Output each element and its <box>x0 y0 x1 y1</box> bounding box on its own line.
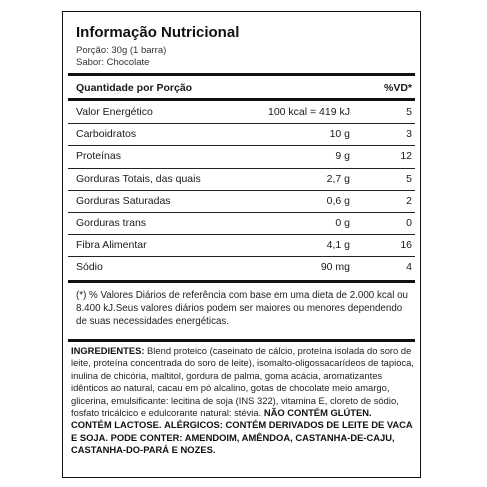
row-name: Gorduras trans <box>76 217 147 229</box>
row-vd: 3 <box>406 128 412 140</box>
row-divider <box>68 212 415 213</box>
row-name: Proteínas <box>76 150 121 162</box>
row-divider <box>68 145 415 146</box>
allergens-statement: ALÉRGICOS: CONTÉM DERIVADOS DE LEITE DE VACA E SOJA. PODE CONTER: AMENDOIM, AMÊNDOA, CASTANHA-DE-CAJU, CASTANHA-DO-PARÁ E NOZES. <box>71 419 413 456</box>
row-name: Gorduras Saturadas <box>76 195 171 207</box>
label-title: Informação Nutricional <box>76 24 240 41</box>
row-vd: 2 <box>406 195 412 207</box>
row-vd: 5 <box>406 106 412 118</box>
row-qty: 4,1 g <box>326 239 350 251</box>
row-qty: 90 mg <box>320 261 350 273</box>
row-name: Fibra Alimentar <box>76 239 147 251</box>
row-vd: 5 <box>406 173 412 185</box>
row-qty: 2,7 g <box>326 173 350 185</box>
row-name: Valor Energético <box>76 106 153 118</box>
divider-thick-bottom <box>68 280 415 283</box>
row-divider <box>68 256 415 257</box>
serving-size: Porção: 30g (1 barra) <box>76 45 167 56</box>
row-vd: 4 <box>406 261 412 273</box>
row-name: Sódio <box>76 261 103 273</box>
gluten-lactose-statement: NÃO CONTÉM GLÚTEN. CONTÉM LACTOSE. <box>71 407 372 431</box>
flavor: Sabor: Chocolate <box>76 57 150 68</box>
divider-thick-top <box>68 73 415 76</box>
row-vd: 0 <box>406 217 412 229</box>
footnote: (*) % Valores Diários de referência com base em uma dieta de 2.000 kcal ou 8.400 kJ.Seus valores diários podem ser maiores ou menores dependendo de suas necessidades energéticas. <box>76 290 408 327</box>
nutrition-label <box>62 11 421 478</box>
ingredients-block <box>71 345 414 457</box>
row-vd: 16 <box>400 239 412 251</box>
row-qty: 0,6 g <box>326 195 350 207</box>
row-qty: 100 kcal = 419 kJ <box>267 106 350 118</box>
row-vd: 12 <box>400 150 412 162</box>
ingredients-text: Blend proteico (caseinato de cálcio, proteína isolada do soro de leite, proteína concentrada do soro de leite), isomalto-oligossacarídeos de tapioca, inulina de chicória, maltitol, gordura de palma, goma acácia, aromatizantes idênticos ao natural, cacau em pó alcalino, gotas de chocolate meio amargo, glicerina, emulsificante: lecitina de soja (INS 322), vitamina E, cloreto de sódio, fosfato tricálcico e edulcorante natural: stévia. <box>71 345 414 419</box>
row-divider <box>68 190 415 191</box>
row-qty: 10 g <box>329 128 350 140</box>
column-header-vd: %VD* <box>383 82 412 94</box>
column-header-amount: Quantidade por Porção <box>76 82 193 94</box>
row-divider <box>68 234 415 235</box>
row-name: Carboidratos <box>76 128 137 140</box>
row-name: Gorduras Totais, das quais <box>76 173 201 185</box>
row-qty: 9 g <box>335 150 350 162</box>
ingredients-label: INGREDIENTES: <box>71 345 145 356</box>
row-qty: 0 g <box>335 217 350 229</box>
divider-thick-ingredients <box>68 339 415 342</box>
row-divider <box>68 123 415 124</box>
divider-thick-header <box>68 98 415 101</box>
row-divider <box>68 168 415 169</box>
